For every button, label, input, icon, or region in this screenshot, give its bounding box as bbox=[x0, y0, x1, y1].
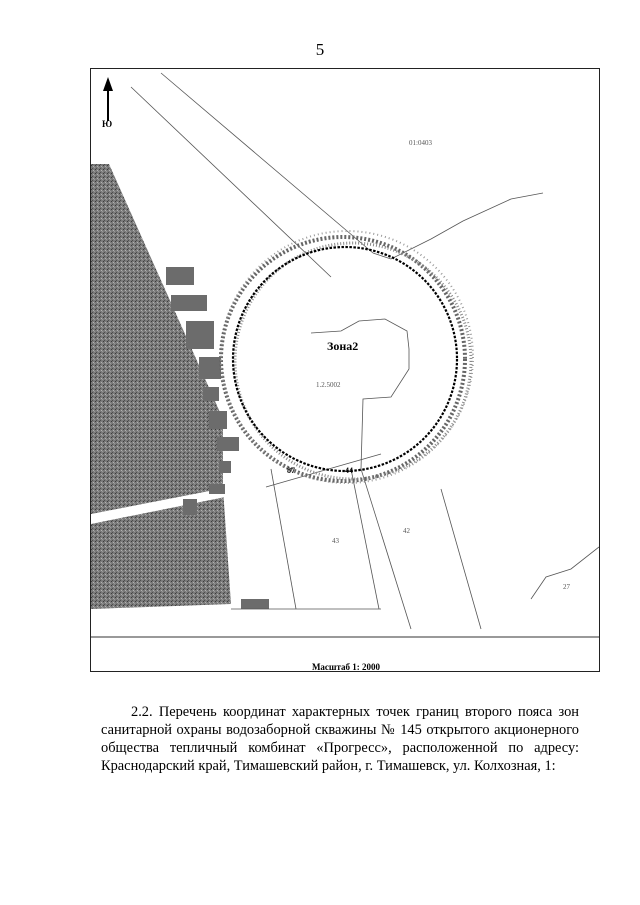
lot-number-27: 27 bbox=[563, 583, 570, 591]
north-arrow-icon bbox=[103, 77, 113, 121]
zone-circles bbox=[221, 231, 473, 483]
parcel-label-mid: 1.2.5002 bbox=[316, 381, 341, 389]
lot-number-42: 42 bbox=[403, 527, 410, 535]
body-paragraph: 2.2. Перечень координат характерных точек границ второго пояса зон санитарной охраны водозаборной скважины № 145 открытого акционерного общества тепличный комбинат «Прогресс», расположенной по адресу: Краснодарский край, Тимашевский район, г. Тимашевск, ул. Колхозная, 1: bbox=[101, 704, 579, 775]
point-label-a: 87 bbox=[287, 466, 295, 475]
parcel-label-top: 01:0403 bbox=[409, 139, 432, 147]
lot-number-43: 43 bbox=[332, 537, 339, 545]
map-frame bbox=[90, 68, 600, 672]
page-number: 5 bbox=[315, 40, 325, 59]
map-drawing bbox=[91, 69, 600, 672]
point-label-b: 44 bbox=[345, 466, 353, 475]
north-label: Ю bbox=[102, 119, 113, 129]
zone-label: Зона2 bbox=[327, 339, 359, 353]
map-scale: Масштаб 1: 2000 bbox=[311, 662, 381, 672]
